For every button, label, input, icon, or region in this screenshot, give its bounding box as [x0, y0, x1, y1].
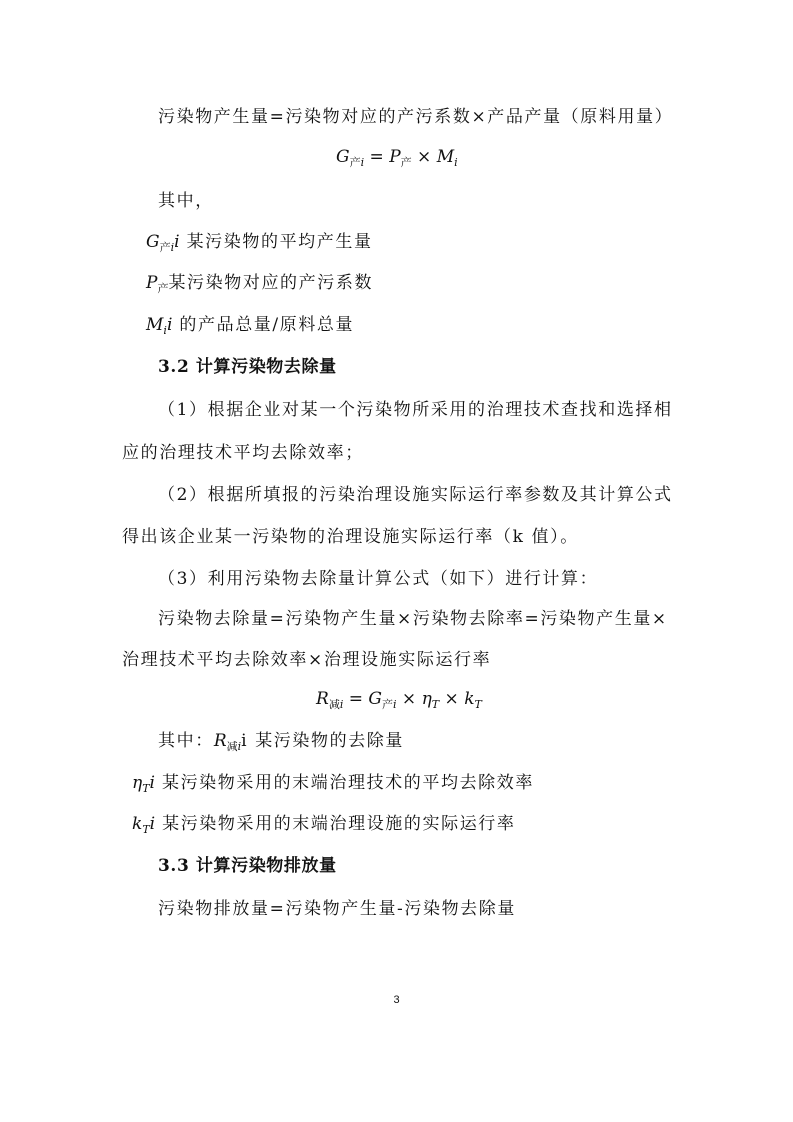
- paragraph-1-line-2: 应的治理技术平均去除效率；: [122, 443, 364, 463]
- paragraph-2-line-1: （2）根据所填报的污染治理设施实际运行率参数及其计算公式: [158, 485, 673, 505]
- paragraph-3-line-1: （3）利用污染物去除量计算公式（如下）进行计算：: [158, 569, 599, 589]
- section-heading-3-3: 3.3 计算污染物排放量: [158, 856, 337, 876]
- definition-g: $G_{产i}i$ 某污染物的平均产生量: [146, 232, 373, 254]
- definition-r: 其中：$R_{减i}i$ 某污染物的去除量: [158, 731, 404, 753]
- section-heading-3-2: 3.2 计算污染物去除量: [158, 357, 337, 377]
- paragraph-1-line-1: （1）根据企业对某一个污染物所采用的治理技术查找和选择相: [158, 400, 673, 420]
- definition-p: $P_产$某污染物对应的产污系数: [146, 273, 374, 295]
- removal-definition-line-1: 污染物去除量=污染物产生量×污染物去除率=污染物产生量×: [158, 609, 668, 629]
- paragraph-2-line-2: 得出该企业某一污染物的治理设施实际运行率（k 值）。: [122, 527, 579, 547]
- definition-eta: $\eta_Ti$ 某污染物采用的末端治理技术的平均去除效率: [132, 773, 534, 795]
- page-number: 3: [393, 994, 400, 1006]
- definition-m: $M_ii$ 的产品总量/原料总量: [146, 315, 355, 337]
- where-label: 其中，: [158, 191, 214, 211]
- removal-definition-line-2: 治理技术平均去除效率×治理设施实际运行率: [122, 650, 492, 670]
- definition-k: $k_Ti$ 某污染物采用的末端治理设施的实际运行率: [132, 814, 516, 836]
- formula-removal: $R_{减i} = G_{产i} \times \eta_T \times k_T$: [316, 689, 482, 711]
- formula-production: $G_{产i} = P_产 \times M_i$: [336, 147, 458, 169]
- emission-definition-text: 污染物排放量=污染物产生量-污染物去除量: [158, 899, 516, 919]
- production-definition-text: 污染物产生量=污染物对应的产污系数×产品产量（原料用量）: [158, 107, 674, 127]
